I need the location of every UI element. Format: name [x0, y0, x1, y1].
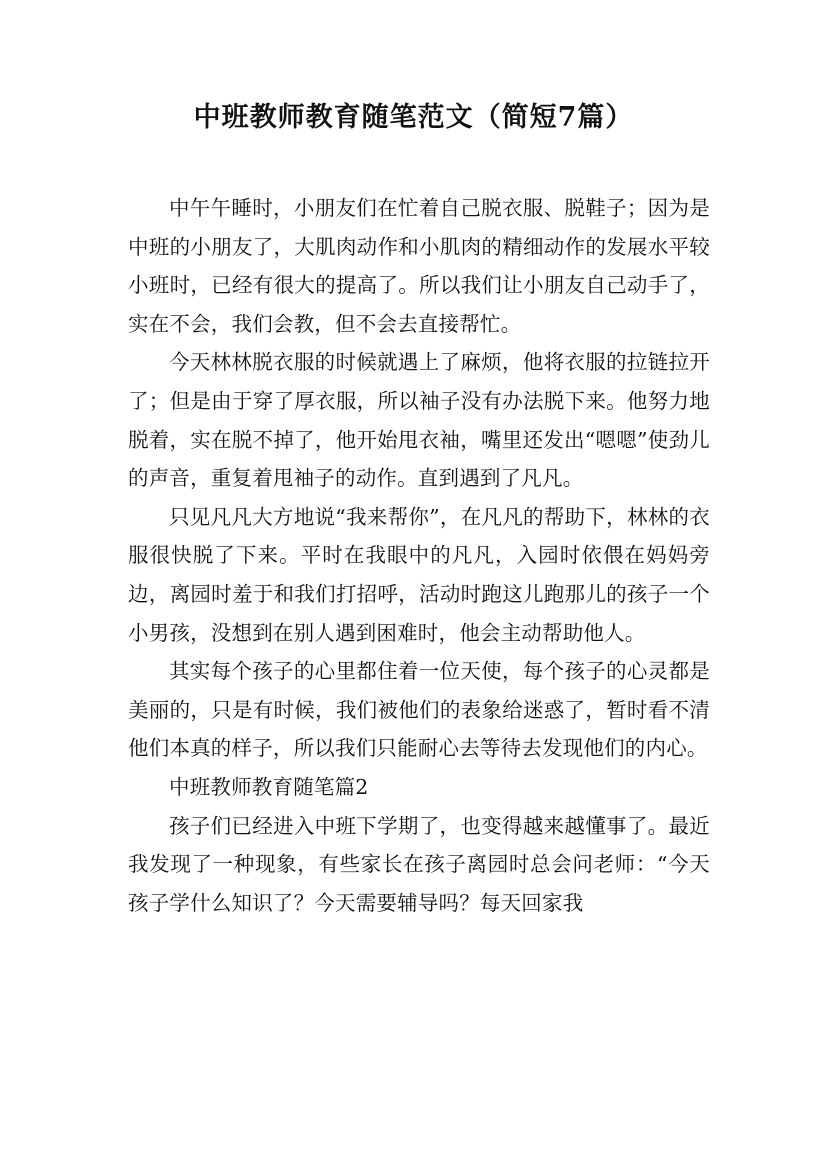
paragraph-2: 今天林林脱衣服的时候就遇上了麻烦，他将衣服的拉链拉开了；但是由于穿了厚衣服，所以袖子没有办法脱下来。他努力地脱着，实在脱不掉了，他开始甩衣袖，嘴里还发出“嗯嗯”使劲儿的声音，重复着甩袖子的动作。直到遇到了凡凡。	[128, 350, 710, 491]
document-body	[128, 189, 710, 922]
paragraph-4: 其实每个孩子的心里都住着一位天使，每个孩子的心灵都是美丽的，只是有时候，我们被他们的表象给迷惑了，暂时看不清他们本真的样子，所以我们只能耐心去等待去发现他们的内心。	[128, 659, 710, 761]
paragraph-5: 孩子们已经进入中班下学期了，也变得越来越懂事了。最近我发现了一种现象，有些家长在孩子离园时总会问老师：“今天孩子学什么知识了？今天需要辅导吗？每天回家我	[128, 813, 710, 915]
document-title: 中班教师教育随笔范文（简短7篇）	[193, 102, 634, 133]
section-heading: 中班教师教育随笔篇2	[169, 774, 369, 799]
paragraph-1: 中午午睡时，小朋友们在忙着自己脱衣服、脱鞋子；因为是中班的小朋友了，大肌肉动作和小肌肉的精细动作的发展水平较小班时，已经有很大的提高了。所以我们让小朋友自己动手了，实在不会，我们会教，但不会去直接帮忙。	[128, 196, 710, 336]
paragraph-3: 只见凡凡大方地说“我来帮你”，在凡凡的帮助下，林林的衣服很快脱了下来。平时在我眼中的凡凡，入园时依偎在妈妈旁边，离园时羞于和我们打招呼，活动时跑这儿跑那儿的孩子一个小男孩，没想到在别人遇到困难时，他会主动帮助他人。	[128, 504, 710, 645]
